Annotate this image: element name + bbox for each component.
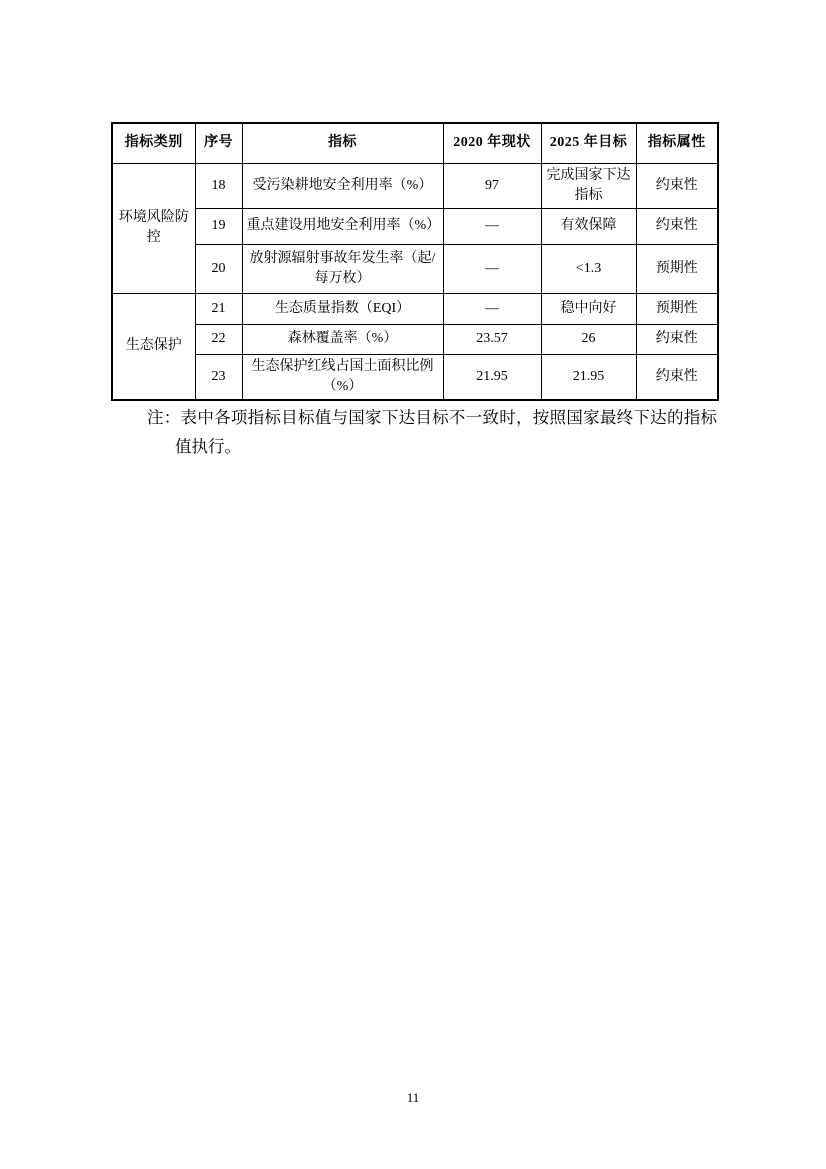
header-serial-number: 序号 xyxy=(195,123,242,163)
target-2025-cell: 完成国家下达指标 xyxy=(541,163,636,208)
attribute-cell: 约束性 xyxy=(636,163,718,208)
category-cell: 生态保护 xyxy=(112,293,195,400)
attribute-cell: 预期性 xyxy=(636,244,718,293)
indicators-table xyxy=(111,122,719,401)
indicator-cell: 重点建设用地安全利用率（%） xyxy=(242,208,443,244)
header-2025-target: 2025 年目标 xyxy=(541,123,636,163)
target-2025-cell: 有效保障 xyxy=(541,208,636,244)
current-2020-cell: — xyxy=(443,244,541,293)
table-header-row xyxy=(112,123,718,163)
page-number: 11 xyxy=(406,1090,420,1105)
indicator-cell: 受污染耕地安全利用率（%） xyxy=(242,163,443,208)
serial-cell: 19 xyxy=(195,208,242,244)
indicator-cell: 放射源辐射事故年发生率（起/每万枚） xyxy=(242,244,443,293)
target-2025-cell: <1.3 xyxy=(541,244,636,293)
current-2020-cell: — xyxy=(443,208,541,244)
table-row xyxy=(112,324,718,354)
attribute-cell: 约束性 xyxy=(636,324,718,354)
current-2020-cell: 97 xyxy=(443,163,541,208)
category-cell: 环境风险防控 xyxy=(112,163,195,293)
table-row xyxy=(112,163,718,208)
table-row xyxy=(112,208,718,244)
note-text: 表中各项指标目标值与国家下达目标不一致时，按照国家最终下达的指标值执行。 xyxy=(175,408,718,456)
target-2025-cell: 稳中向好 xyxy=(541,293,636,324)
current-2020-cell: — xyxy=(443,293,541,324)
current-2020-cell: 21.95 xyxy=(443,354,541,400)
target-2025-cell: 21.95 xyxy=(541,354,636,400)
indicator-cell: 生态保护红线占国土面积比例（%） xyxy=(242,354,443,400)
table-row xyxy=(112,354,718,400)
table-note xyxy=(111,403,717,461)
serial-cell: 21 xyxy=(195,293,242,324)
header-2020-status: 2020 年现状 xyxy=(443,123,541,163)
serial-cell: 20 xyxy=(195,244,242,293)
target-2025-cell: 26 xyxy=(541,324,636,354)
attribute-cell: 预期性 xyxy=(636,293,718,324)
table-row xyxy=(112,293,718,324)
current-2020-cell: 23.57 xyxy=(443,324,541,354)
table-row xyxy=(112,244,718,293)
serial-cell: 22 xyxy=(195,324,242,354)
header-indicator-attribute: 指标属性 xyxy=(636,123,718,163)
header-indicator-category: 指标类别 xyxy=(112,123,195,163)
header-indicator: 指标 xyxy=(242,123,443,163)
attribute-cell: 约束性 xyxy=(636,208,718,244)
indicator-cell: 森林覆盖率（%） xyxy=(242,324,443,354)
serial-cell: 23 xyxy=(195,354,242,400)
note-label: 注： xyxy=(147,408,181,427)
document-page-content xyxy=(111,122,717,401)
attribute-cell: 约束性 xyxy=(636,354,718,400)
serial-cell: 18 xyxy=(195,163,242,208)
indicator-cell: 生态质量指数（EQI） xyxy=(242,293,443,324)
